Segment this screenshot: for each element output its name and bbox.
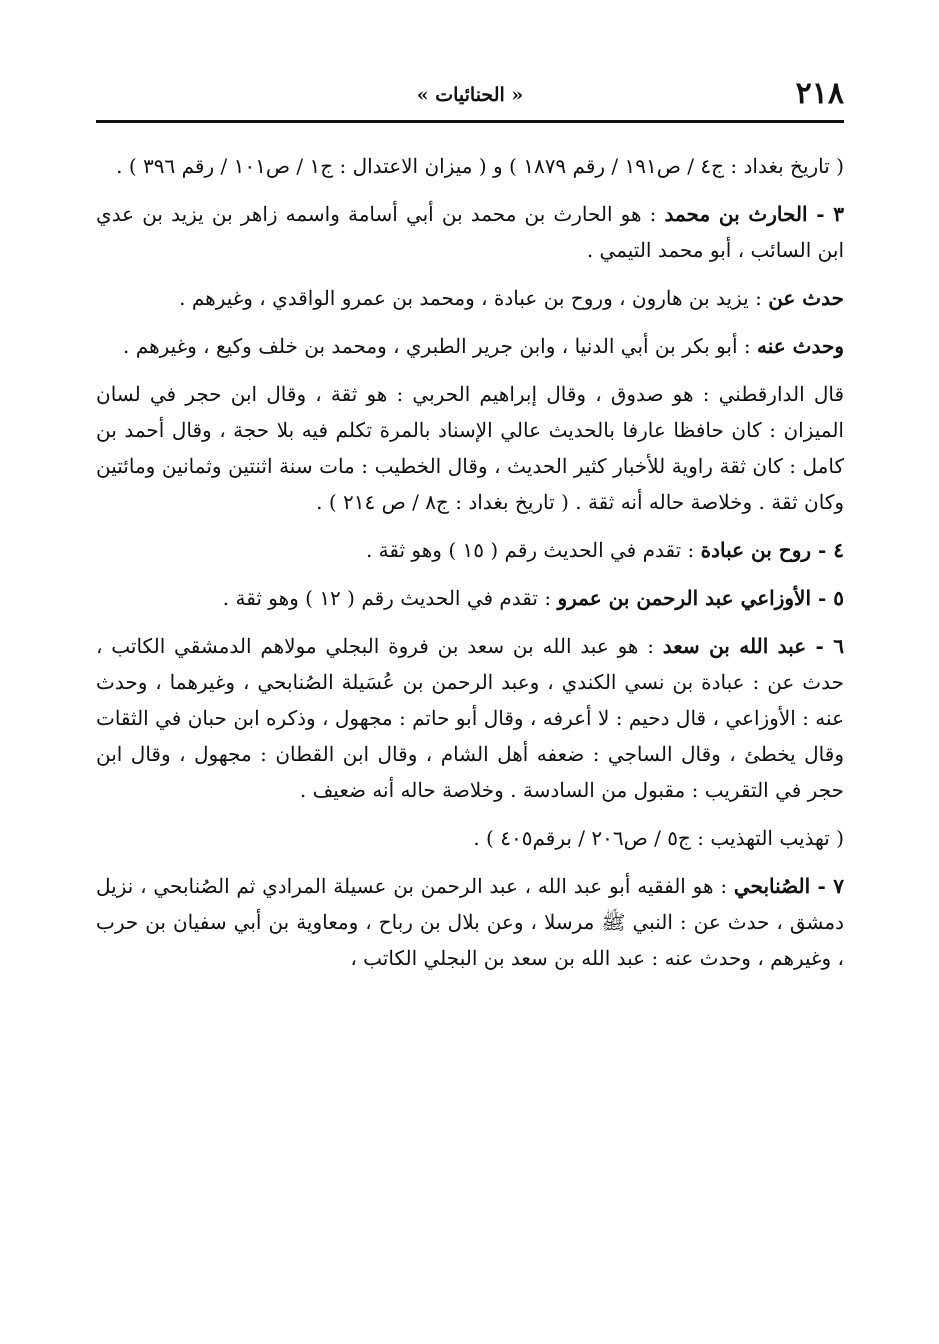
narrator-name: ٤ - روح بن عبادة — [700, 538, 844, 562]
paragraph-narrator-6: ٦ - عبد الله بن سعد : هو عبد الله بن سعد بن فروة البجلي مولاهم الدمشقي الكاتب ، حدث عن : عبادة بن نسي الكندي ، وعبد الرحمن بن عُسَيلة الصُنابحي ، وغيرهما ، وحدث عنه : الأوزاعي ، قال دحيم : لا أعرفه ، وقال أبو حاتم : مجهول ، وذكره ابن حبان في الثقات وقال يخطئ ، وقال الساجي : ضعفه أهل الشام ، وقال ابن القطان : مجهول ، وقال ابن حجر في التقريب : مقبول من السادسة . وخلاصة حاله أنه ضعيف . — [96, 634, 844, 802]
paragraph-narrator-4: ٤ - روح بن عبادة : تقدم في الحديث رقم ( ١٥ ) وهو ثقة . — [365, 538, 844, 562]
narrator-name: ٣ - الحارث بن محمد — [664, 202, 844, 226]
paragraph-citation-1: ( تاريخ بغداد : ج٤ / ص١٩١ / رقم ١٨٧٩ ) و ( ميزان الاعتدال : ج١ / ص١٠١ / رقم ٣٩٦ ) . — [116, 154, 844, 178]
page-body — [96, 148, 844, 988]
narrator-name: ٥ - الأوزاعي عبد الرحمن بن عمرو — [557, 586, 844, 610]
running-title: « الحنائيات » — [416, 84, 524, 106]
page-header — [96, 70, 844, 120]
narrator-name: ٦ - عبد الله بن سعد — [662, 634, 844, 658]
paragraph-narrator-5: ٥ - الأوزاعي عبد الرحمن بن عمرو : تقدم في الحديث رقم ( ١٢ ) وهو ثقة . — [222, 586, 844, 610]
narrator-name: ٧ - الصُنابحي — [733, 874, 844, 898]
paragraph-narrated-by: وحدث عنه : أبو بكر بن أبي الدنيا ، وابن جرير الطبري ، ومحمد بن خلف وكيع ، وغيرهم . — [123, 334, 844, 358]
paragraph-narrator-3: ٣ - الحارث بن محمد : هو الحارث بن محمد بن أبي أسامة واسمه زاهر بن يزيد بن عدي ابن السائب ، أبو محمد التيمي . — [96, 202, 844, 262]
page-number: ٢١٨ — [795, 76, 844, 111]
paragraph-narrator-7: ٧ - الصُنابحي : هو الفقيه أبو عبد الله ، عبد الرحمن بن عسيلة المرادي ثم الصُنابحي ، نزيل دمشق ، حدث عن : النبي ﷺ مرسلا ، وعن بلال بن رباح ، ومعاوية بن أبي سفيان بن حرب ، وغيرهم ، وحدث عنه : عبد الله بن سعد بن البجلي الكاتب ، — [96, 874, 845, 970]
paragraph-evaluation: قال الدارقطني : هو صدوق ، وقال إبراهيم الحربي : هو ثقة ، وقال ابن حجر في لسان الميزان : كان حافظا عارفا بالحديث عالي الإسناد بالمرة تكلم فيه بلا حجة ، وقال أحمد بن كامل : كان ثقة راوية للأخبار كثير الحديث ، وقال الخطيب : مات سنة اثنتين وثمانين ومائتين وكان ثقة . وخلاصة حاله أنه ثقة . ( تاريخ بغداد : ج٨ / ص ٢١٤ ) . — [96, 382, 844, 514]
header-rule — [96, 120, 844, 123]
paragraph-narrated-from: حدث عن : يزيد بن هارون ، وروح بن عبادة ، ومحمد بن عمرو الواقدي ، وغيرهم . — [179, 286, 844, 310]
paragraph-citation-2: ( تهذيب التهذيب : ج٥ / ص٢٠٦ / برقم٤٠٥ ) . — [473, 826, 844, 850]
